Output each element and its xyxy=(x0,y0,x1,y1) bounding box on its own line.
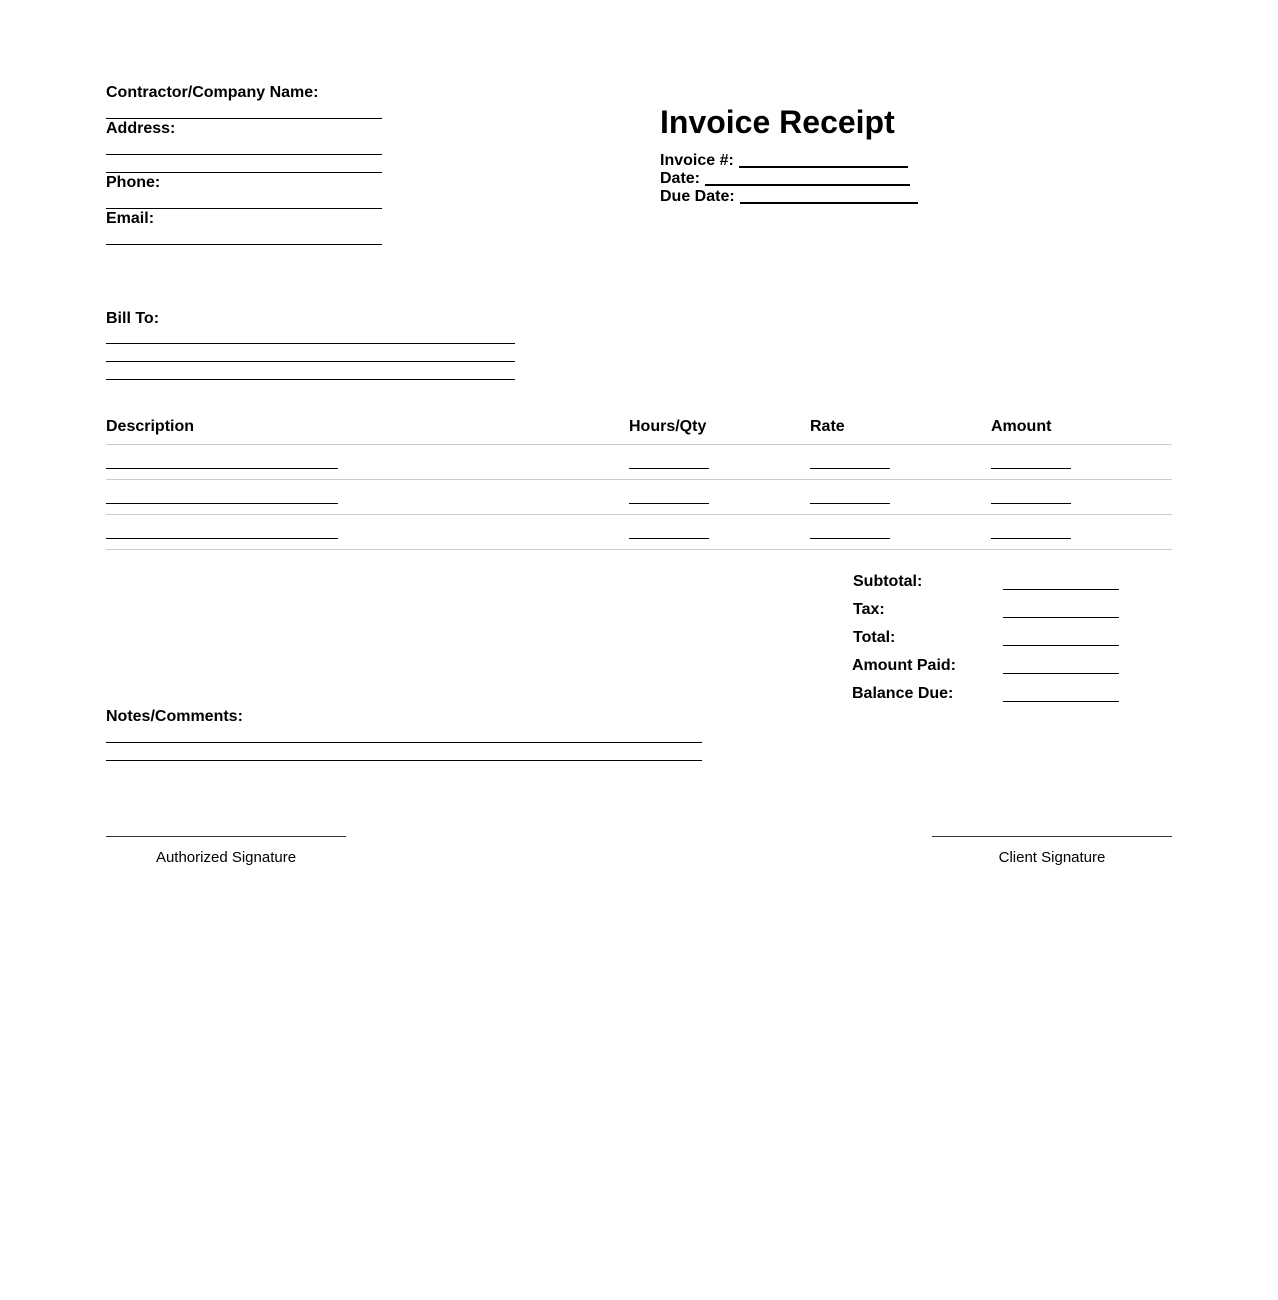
column-header-hours-qty: Hours/Qty xyxy=(629,418,707,435)
description-field[interactable] xyxy=(106,503,338,504)
address-field-line-2[interactable] xyxy=(106,172,382,173)
authorized-signature-line[interactable] xyxy=(106,836,346,837)
phone-field[interactable] xyxy=(106,208,382,209)
bill-to-field-line-2[interactable] xyxy=(106,361,515,362)
description-field[interactable] xyxy=(106,538,338,539)
address-field-line-1[interactable] xyxy=(106,154,382,155)
qty-field[interactable] xyxy=(629,538,709,539)
row-divider xyxy=(106,479,1172,480)
invoice-number-field[interactable] xyxy=(739,166,908,168)
address-label: Address: xyxy=(106,120,176,137)
notes-field-line-2[interactable] xyxy=(106,760,702,761)
notes-label: Notes/Comments: xyxy=(106,708,243,725)
date-field[interactable] xyxy=(705,184,910,186)
page-title: Invoice Receipt xyxy=(660,104,895,140)
qty-field[interactable] xyxy=(629,468,709,469)
phone-label: Phone: xyxy=(106,174,161,191)
rate-field[interactable] xyxy=(810,538,890,539)
client-signature-line[interactable] xyxy=(932,836,1172,837)
amount-paid-field[interactable] xyxy=(1003,673,1119,674)
row-divider xyxy=(106,549,1172,550)
company-name-field[interactable] xyxy=(106,118,382,119)
tax-label: Tax: xyxy=(853,601,885,618)
column-header-rate: Rate xyxy=(810,418,845,435)
email-field[interactable] xyxy=(106,244,382,245)
due-date-field[interactable] xyxy=(740,202,918,204)
total-field[interactable] xyxy=(1003,645,1119,646)
subtotal-field[interactable] xyxy=(1003,589,1119,590)
bill-to-field-line-3[interactable] xyxy=(106,379,515,380)
amount-field[interactable] xyxy=(991,503,1071,504)
column-header-description: Description xyxy=(106,418,195,435)
total-label: Total: xyxy=(853,629,896,646)
subtotal-label: Subtotal: xyxy=(853,573,923,590)
qty-field[interactable] xyxy=(629,503,709,504)
bill-to-label: Bill To: xyxy=(106,310,160,327)
amount-field[interactable] xyxy=(991,538,1071,539)
invoice-number-label: Invoice #: xyxy=(660,152,734,169)
client-signature-caption: Client Signature xyxy=(998,849,1106,866)
row-divider xyxy=(106,514,1172,515)
tax-field[interactable] xyxy=(1003,617,1119,618)
company-name-label: Contractor/Company Name: xyxy=(106,84,319,101)
email-label: Email: xyxy=(106,210,155,227)
bill-to-field-line-1[interactable] xyxy=(106,343,515,344)
authorized-signature-caption: Authorized Signature xyxy=(155,849,297,866)
notes-field-line-1[interactable] xyxy=(106,742,702,743)
rate-field[interactable] xyxy=(810,468,890,469)
table-header-divider xyxy=(106,444,1172,445)
balance-due-field[interactable] xyxy=(1003,701,1119,702)
column-header-amount: Amount xyxy=(991,418,1052,435)
balance-due-label: Balance Due: xyxy=(852,685,954,702)
due-date-label: Due Date: xyxy=(660,188,735,205)
description-field[interactable] xyxy=(106,468,338,469)
amount-paid-label: Amount Paid: xyxy=(852,657,956,674)
rate-field[interactable] xyxy=(810,503,890,504)
amount-field[interactable] xyxy=(991,468,1071,469)
date-label: Date: xyxy=(660,170,701,187)
